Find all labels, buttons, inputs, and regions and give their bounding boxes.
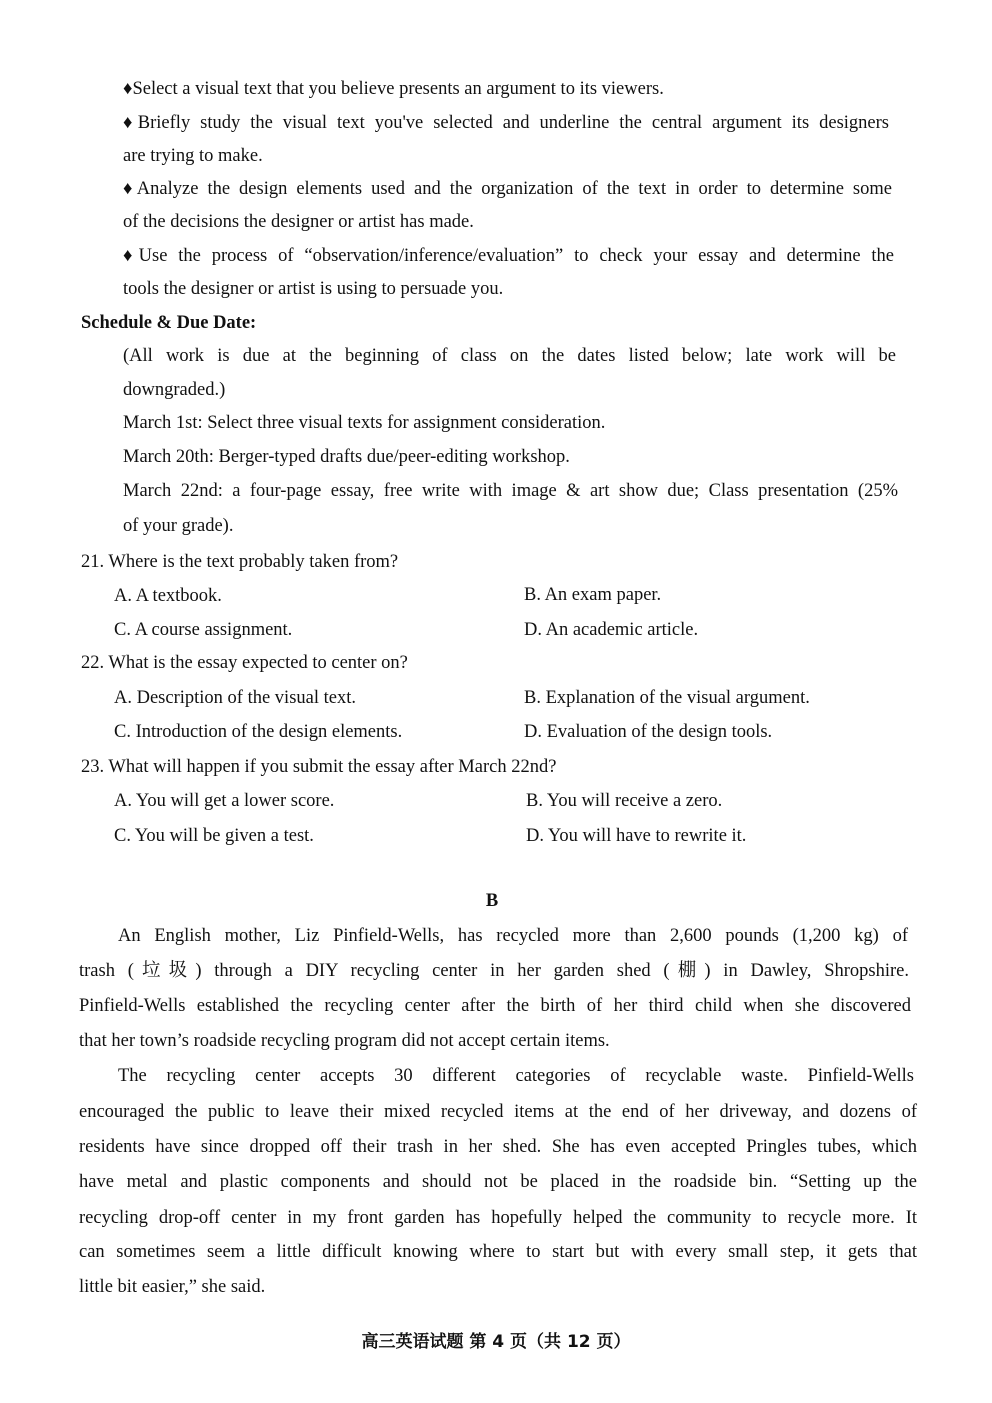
schedule-line: March 1st: Select three visual texts for assignment consideration. xyxy=(123,413,606,433)
instruction-line: ♦Select a visual text that you believe presents an argument to its viewers. xyxy=(123,79,664,99)
option-d: D. Evaluation of the design tools. xyxy=(524,722,773,742)
question-stem: 22. What is the essay expected to center on? xyxy=(81,653,408,673)
option-d: D. An academic article. xyxy=(524,620,699,640)
schedule-line: (All work is due at the beginning of class on the dates listed below; late work will be xyxy=(123,346,896,366)
option-c: C. A course assignment. xyxy=(114,620,293,640)
schedule-line: March 22nd: a four-page essay, free write with image & art show due; Class presentation (25% xyxy=(123,481,898,501)
paragraph-line: The recycling center accepts 30 different categories of recyclable waste. Pinfield-Wells xyxy=(118,1066,914,1086)
option-c: C. Introduction of the design elements. xyxy=(114,722,403,742)
instruction-line: of the decisions the designer or artist has made. xyxy=(123,212,474,232)
question-stem: 21. Where is the text probably taken from? xyxy=(81,552,399,572)
paragraph-line: can sometimes seem a little difficult knowing where to start but with every small step, it gets that xyxy=(79,1242,917,1262)
option-a: A. Description of the visual text. xyxy=(114,688,356,708)
paragraph-line: An English mother, Liz Pinfield-Wells, has recycled more than 2,600 pounds (1,200 kg) of xyxy=(118,926,908,946)
paragraph-line: little bit easier,” she said. xyxy=(79,1277,266,1297)
schedule-line: downgraded.) xyxy=(123,380,226,400)
paragraph-line: that her town’s roadside recycling program did not accept certain items. xyxy=(79,1031,610,1051)
option-c: C. You will be given a test. xyxy=(114,826,314,846)
instruction-line: ♦Analyze the design elements used and the organization of the text in order to determine some xyxy=(123,179,892,199)
option-b: B. Explanation of the visual argument. xyxy=(524,688,810,708)
instruction-line: ♦Use the process of “observation/inference/evaluation” to check your essay and determine the xyxy=(123,246,894,266)
schedule-line: of your grade). xyxy=(123,516,234,536)
option-a: A. You will get a lower score. xyxy=(114,791,335,811)
paragraph-line: have metal and plastic components and should not be placed in the roadside bin. “Setting up the xyxy=(79,1172,917,1192)
option-b: B. You will receive a zero. xyxy=(526,791,723,811)
question-stem: 23. What will happen if you submit the essay after March 22nd? xyxy=(81,757,557,777)
option-b: B. An exam paper. xyxy=(524,585,662,605)
page-footer: 高三英语试题 第 4 页（共 12 页） xyxy=(361,1332,631,1352)
paragraph-line: recycling drop-off center in my front garden has hopefully helped the community to recycle more. It xyxy=(79,1208,917,1228)
schedule-line: March 20th: Berger-typed drafts due/peer-editing workshop. xyxy=(123,447,570,467)
instruction-line: tools the designer or artist is using to persuade you. xyxy=(123,279,504,299)
paragraph-line: residents have since dropped off their trash in her shed. She has even accepted Pringles tubes, which xyxy=(79,1137,917,1157)
option-d: D. You will have to rewrite it. xyxy=(526,826,747,846)
paragraph-line: encouraged the public to leave their mixed recycled items at the end of her driveway, and dozens of xyxy=(79,1102,917,1122)
paragraph-line: trash (垃圾) through a DIY recycling center in her garden shed (棚) in Dawley, Shropshire. xyxy=(79,961,909,981)
section-title: B xyxy=(485,891,499,911)
instruction-line: ♦Briefly study the visual text you've selected and underline the central argument its designers xyxy=(123,113,889,133)
option-a: A. A textbook. xyxy=(114,586,222,606)
paragraph-line: Pinfield-Wells established the recycling center after the birth of her third child when she discovered xyxy=(79,996,911,1016)
instruction-line: are trying to make. xyxy=(123,146,263,166)
schedule-heading: Schedule & Due Date: xyxy=(81,313,257,333)
